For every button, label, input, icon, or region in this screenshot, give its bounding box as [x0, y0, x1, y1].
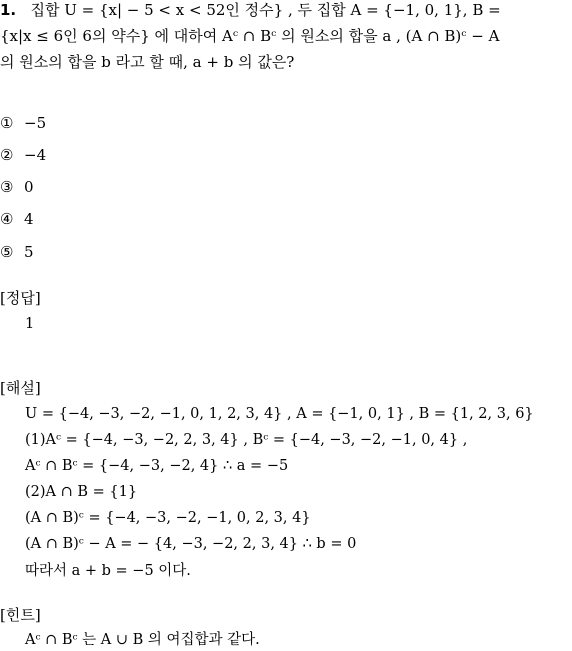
choice-3[interactable]: [0, 177, 34, 197]
choice-5[interactable]: [0, 242, 34, 262]
question-text-3: 의 원소의 합을 b 라고 할 때, a + b 의 값은?: [0, 53, 295, 71]
answer-value: 1: [25, 316, 35, 332]
choice-mark: ②: [0, 146, 14, 164]
hint-header: [힌트]: [0, 606, 41, 624]
solution-line-3: Aᶜ ∩ Bᶜ = {−4, −3, −2, 4} ∴ a = −5: [25, 458, 289, 474]
solution-line-1: U = {−4, −3, −2, −1, 0, 1, 2, 3, 4} , A = {−1, 0, 1} , B = {1, 2, 3, 6}: [25, 406, 534, 422]
question-text-1: 집합 U = {x| − 5 < x < 52인 정수} , 두 집합 A = {−1, 0, 1}, B =: [30, 1, 501, 19]
solution-header: [해설]: [0, 379, 41, 397]
choice-4[interactable]: [0, 209, 34, 229]
solution-line-4: (2)A ∩ B = {1}: [25, 484, 138, 500]
choice-value: −5: [24, 114, 47, 132]
choice-mark: ③: [0, 178, 14, 196]
solution-line-2: (1)Aᶜ = {−4, −3, −2, 2, 3, 4} , Bᶜ = {−4, −3, −2, −1, 0, 4} ,: [25, 432, 468, 448]
question-line-1: [0, 0, 501, 20]
choice-value: 0: [24, 178, 34, 196]
solution-line-6: (A ∩ B)ᶜ − A = − {4, −3, −2, 2, 3, 4} ∴ b = 0: [25, 536, 357, 552]
choice-mark: ④: [0, 210, 14, 228]
choice-1[interactable]: [0, 113, 46, 133]
hint-text: Aᶜ ∩ Bᶜ 는 A ∪ B 의 여집합과 같다.: [25, 632, 260, 648]
question-text-2: {x|x ≤ 6인 6의 약수} 에 대하여 Aᶜ ∩ Bᶜ 의 원소의 합을 a , (A ∩ B)ᶜ − A: [0, 27, 500, 45]
choice-mark: ①: [0, 114, 14, 132]
choice-value: 4: [24, 210, 34, 228]
choice-value: 5: [24, 243, 34, 261]
choice-2[interactable]: [0, 145, 46, 165]
question-number: 1.: [0, 1, 17, 19]
solution-line-7: 따라서 a + b = −5 이다.: [25, 563, 191, 579]
choice-mark: ⑤: [0, 243, 14, 261]
choice-value: −4: [24, 146, 47, 164]
solution-line-5: (A ∩ B)ᶜ = {−4, −3, −2, −1, 0, 2, 3, 4}: [25, 510, 311, 526]
answer-header: [정답]: [0, 289, 41, 307]
